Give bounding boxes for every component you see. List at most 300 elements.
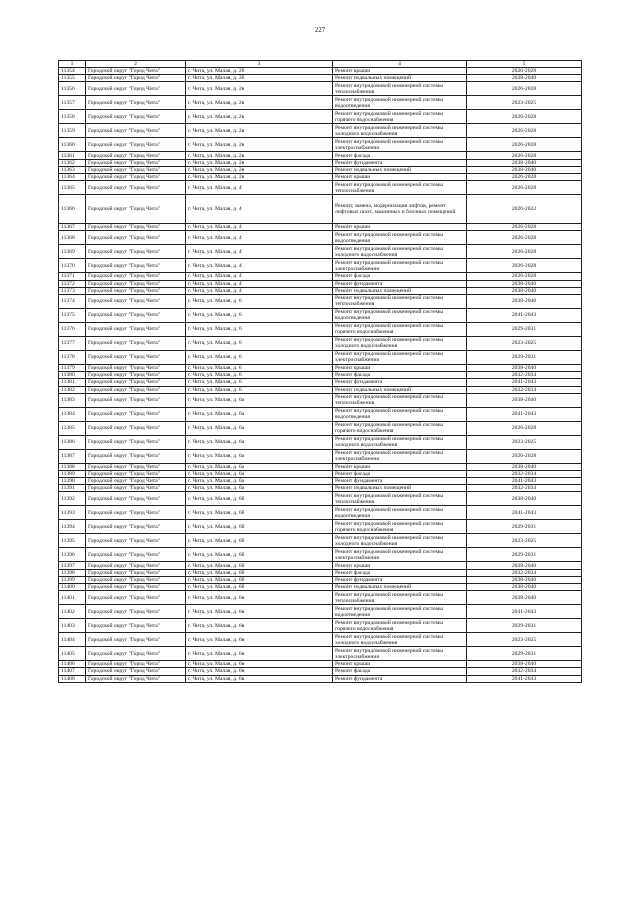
municipality-cell: Городской округ "Город Чита" [86,506,186,520]
row-number-cell: 11370 [59,259,86,273]
table-row [59,259,582,273]
municipality-cell: Городской округ "Город Чита" [86,224,186,231]
work-type-cell: Ремонт внутридомовой инженерной системы теплоснабжения [333,393,467,407]
row-number-cell: 11395 [59,534,86,548]
work-type-cell: Ремонт крыши [333,68,467,75]
row-number-cell: 11364 [59,174,86,181]
row-number-cell: 11362 [59,159,86,166]
table-row [59,534,582,548]
address-cell: г. Чита, ул. Малая, д. 6в [186,633,333,647]
row-number-cell: 11402 [59,605,86,619]
work-type-cell: Ремонт фундамента [333,675,467,682]
row-number-cell: 11398 [59,569,86,576]
row-number-cell: 11368 [59,231,86,245]
municipality-cell: Городской округ "Город Чита" [86,407,186,421]
address-cell: г. Чита, ул. Малая, д. 6б [186,534,333,548]
period-cell: 2038-2040 [467,591,582,605]
table-row [59,506,582,520]
work-type-cell: Ремонт подвальных помещений [333,287,467,294]
address-cell: г. Чита, ул. Малая, д. 6 [186,386,333,393]
municipality-cell: Городской округ "Город Чита" [86,548,186,562]
work-type-cell: Ремонт внутридомовой инженерной системы электроснабжения [333,350,467,364]
municipality-cell: Городской округ "Город Чита" [86,633,186,647]
address-cell: г. Чита, ул. Малая, д. 2в [186,166,333,173]
table-row [59,605,582,619]
row-number-cell: 11408 [59,675,86,682]
table-row [59,393,582,407]
work-type-cell: Ремонт крыши [333,463,467,470]
municipality-cell: Городской округ "Город Чита" [86,449,186,463]
table-row [59,195,582,224]
period-cell: 2038-2040 [467,576,582,583]
row-number-cell: 11393 [59,506,86,520]
row-number-cell: 11391 [59,485,86,492]
row-number-cell: 11383 [59,393,86,407]
municipality-cell: Городской округ "Город Чита" [86,569,186,576]
address-cell: г. Чита, ул. Малая, д. 6б [186,548,333,562]
municipality-cell: Городской округ "Город Чита" [86,322,186,336]
row-number-cell: 11405 [59,647,86,661]
work-type-cell: Ремонт фасада [333,273,467,280]
table-row [59,661,582,668]
work-type-cell: Ремонт крыши [333,364,467,371]
municipality-cell: Городской округ "Город Чита" [86,485,186,492]
work-type-cell: Ремонт фасада [333,470,467,477]
work-type-cell: Ремонт крыши [333,661,467,668]
row-number-cell: 11379 [59,364,86,371]
municipality-cell: Городской округ "Город Чита" [86,584,186,591]
municipality-cell: Городской округ "Город Чита" [86,470,186,477]
period-cell: 2038-2040 [467,166,582,173]
table-row [59,68,582,75]
table-row [59,350,582,364]
table-row [59,364,582,371]
row-number-cell: 11384 [59,407,86,421]
address-cell: г. Чита, ул. Малая, д. 4 [186,181,333,195]
table-row [59,449,582,463]
row-number-cell: 11367 [59,224,86,231]
work-type-cell: Ремонт подвальных помещений [333,386,467,393]
row-number-cell: 11371 [59,273,86,280]
work-type-cell: Ремонт крыши [333,224,467,231]
table-row [59,435,582,449]
work-type-cell: Ремонт подвальных помещений [333,75,467,82]
period-cell: 2026-2028 [467,124,582,138]
work-type-cell: Ремонт внутридомовой инженерной системы водоотведения [333,308,467,322]
municipality-cell: Городской округ "Город Чита" [86,181,186,195]
period-cell: 2026-2028 [467,231,582,245]
period-cell: 2041-2043 [467,605,582,619]
repair-schedule-table [58,60,582,683]
address-cell: г. Чита, ул. Малая, д. 6а [186,478,333,485]
municipality-cell: Городской округ "Город Чита" [86,379,186,386]
municipality-cell: Городской округ "Город Чита" [86,675,186,682]
table-row [59,181,582,195]
row-number-cell: 11400 [59,584,86,591]
work-type-cell: Ремонт внутридомовой инженерной системы холодного водоснабжения [333,124,467,138]
row-number-cell: 11359 [59,124,86,138]
header-row [59,61,582,68]
table-row [59,159,582,166]
table-row [59,138,582,152]
municipality-cell: Городской округ "Город Чита" [86,421,186,435]
row-number-cell: 11358 [59,110,86,124]
period-cell: 2026-2028 [467,245,582,259]
table-row [59,647,582,661]
address-cell: г. Чита, ул. Малая, д. 4 [186,195,333,224]
period-cell: 2032-2034 [467,372,582,379]
municipality-cell: Городской округ "Город Чита" [86,336,186,350]
municipality-cell: Городской округ "Город Чита" [86,591,186,605]
work-type-cell: Ремонт внутридомовой инженерной системы горячего водоснабжения [333,520,467,534]
address-cell: г. Чита, ул. Малая, д. 6б [186,562,333,569]
period-cell: 2026-2028 [467,138,582,152]
municipality-cell: Городской округ "Город Чита" [86,124,186,138]
period-cell: 2029-2031 [467,548,582,562]
period-cell: 2026-2028 [467,68,582,75]
municipality-cell: Городской округ "Город Чита" [86,372,186,379]
municipality-cell: Городской округ "Город Чита" [86,294,186,308]
address-cell: г. Чита, ул. Малая, д. 4 [186,273,333,280]
municipality-cell: Городской округ "Город Чита" [86,520,186,534]
row-number-cell: 11380 [59,372,86,379]
row-number-cell: 11397 [59,562,86,569]
period-cell: 2032-2034 [467,485,582,492]
address-cell: г. Чита, ул. Малая, д. 4 [186,224,333,231]
work-type-cell: Ремонт внутридомовой инженерной системы электроснабжения [333,259,467,273]
period-cell: 2026-2028 [467,421,582,435]
work-type-cell: Ремонт внутридомовой инженерной системы теплоснабжения [333,294,467,308]
row-number-cell: 11378 [59,350,86,364]
address-cell: г. Чита, ул. Малая, д. 6 [186,372,333,379]
municipality-cell: Городской округ "Город Чита" [86,308,186,322]
row-number-cell: 11363 [59,166,86,173]
address-cell: г. Чита, ул. Малая, д. 6в [186,591,333,605]
table-row [59,668,582,675]
row-number-cell: 11406 [59,661,86,668]
work-type-cell: Ремонт фундамента [333,379,467,386]
table-row [59,463,582,470]
address-cell: г. Чита, ул. Малая, д. 4 [186,287,333,294]
address-cell: г. Чита, ул. Малая, д. 6 [186,336,333,350]
address-cell: г. Чита, ул. Малая, д. 6а [186,421,333,435]
municipality-cell: Городской округ "Город Чита" [86,280,186,287]
work-type-cell: Ремонт фасада [333,569,467,576]
period-cell: 2029-2031 [467,647,582,661]
work-type-cell: Ремонт внутридомовой инженерной системы холодного водоснабжения [333,534,467,548]
address-cell: г. Чита, ул. Малая, д. 6а [186,470,333,477]
row-number-cell: 11369 [59,245,86,259]
address-cell: г. Чита, ул. Малая, д. 6 [186,322,333,336]
address-cell: г. Чита, ул. Малая, д. 6а [186,485,333,492]
work-type-cell: Ремонт крыши [333,174,467,181]
table-row [59,421,582,435]
work-type-cell: Ремонт внутридомовой инженерной системы электроснабжения [333,138,467,152]
period-cell: 2038-2040 [467,661,582,668]
row-number-cell: 11399 [59,576,86,583]
municipality-cell: Городской округ "Город Чита" [86,174,186,181]
column-header: 1 [59,61,86,68]
period-cell: 2023-2025 [467,336,582,350]
period-cell: 2041-2043 [467,675,582,682]
address-cell: г. Чита, ул. Малая, д. 6б [186,584,333,591]
row-number-cell: 11356 [59,82,86,96]
work-type-cell: Ремонт внутридомовой инженерной системы теплоснабжения [333,181,467,195]
address-cell: г. Чита, ул. Малая, д. 6 [186,379,333,386]
municipality-cell: Городской округ "Город Чита" [86,195,186,224]
period-cell: 2041-2043 [467,478,582,485]
row-number-cell: 11381 [59,379,86,386]
work-type-cell: Ремонт фундамента [333,478,467,485]
row-number-cell: 11389 [59,470,86,477]
table-row [59,231,582,245]
row-number-cell: 11404 [59,633,86,647]
address-cell: г. Чита, ул. Малая, д. 6в [186,605,333,619]
table-row [59,245,582,259]
municipality-cell: Городской округ "Город Чита" [86,82,186,96]
work-type-cell: Ремонт фундамента [333,576,467,583]
period-cell: 2038-2040 [467,159,582,166]
municipality-cell: Городской округ "Город Чита" [86,562,186,569]
work-type-cell: Ремонт внутридомовой инженерной системы электроснабжения [333,548,467,562]
address-cell: г. Чита, ул. Малая, д. 6 [186,308,333,322]
period-cell: 2038-2040 [467,393,582,407]
municipality-cell: Городской округ "Город Чита" [86,231,186,245]
work-type-cell: Ремонт фасада [333,152,467,159]
period-cell: 2041-2043 [467,506,582,520]
municipality-cell: Городской округ "Город Чита" [86,75,186,82]
address-cell: г. Чита, ул. Малая, д. 6 [186,364,333,371]
row-number-cell: 11365 [59,181,86,195]
address-cell: г. Чита, ул. Малая, д. 4 [186,231,333,245]
table-row [59,675,582,682]
address-cell: г. Чита, ул. Малая, д. 6 [186,294,333,308]
address-cell: г. Чита, ул. Малая, д. 2в [186,124,333,138]
period-cell: 2041-2043 [467,379,582,386]
period-cell: 2026-2028 [467,174,582,181]
work-type-cell: Ремонт внутридомовой инженерной системы холодного водоснабжения [333,435,467,449]
page-number: 227 [314,26,326,34]
period-cell: 2038-2040 [467,287,582,294]
row-number-cell: 11373 [59,287,86,294]
municipality-cell: Городской округ "Город Чита" [86,245,186,259]
address-cell: г. Чита, ул. Малая, д. 2в [186,138,333,152]
municipality-cell: Городской округ "Город Чита" [86,287,186,294]
period-cell: 2032-2034 [467,569,582,576]
address-cell: г. Чита, ул. Малая, д. 6в [186,668,333,675]
work-type-cell: Ремонт внутридомовой инженерной системы горячего водоснабжения [333,421,467,435]
table-row [59,492,582,506]
work-type-cell: Ремонт, замена, модернизация лифтов, ремонт лифтовых шахт, машинных и блочных помещений [333,195,467,224]
work-type-cell: Ремонт внутридомовой инженерной системы электроснабжения [333,449,467,463]
period-cell: 2038-2040 [467,294,582,308]
work-type-cell: Ремонт подвальных помещений [333,584,467,591]
row-number-cell: 11366 [59,195,86,224]
work-type-cell: Ремонт внутридомовой инженерной системы холодного водоснабжения [333,245,467,259]
row-number-cell: 11387 [59,449,86,463]
period-cell: 2038-2040 [467,463,582,470]
work-type-cell: Ремонт внутридомовой инженерной системы водоотведения [333,96,467,110]
period-cell: 2041-2043 [467,308,582,322]
table-row [59,152,582,159]
municipality-cell: Городской округ "Город Чита" [86,386,186,393]
address-cell: г. Чита, ул. Малая, д. 6в [186,619,333,633]
municipality-cell: Городской округ "Город Чита" [86,576,186,583]
address-cell: г. Чита, ул. Малая, д. 2в [186,96,333,110]
table-row [59,336,582,350]
work-type-cell: Ремонт внутридомовой инженерной системы холодного водоснабжения [333,633,467,647]
period-cell: 2023-2025 [467,534,582,548]
table-row [59,110,582,124]
municipality-cell: Городской округ "Город Чита" [86,463,186,470]
period-cell: 2029-2031 [467,520,582,534]
period-cell: 2023-2025 [467,435,582,449]
period-cell: 2038-2040 [467,280,582,287]
table-row [59,308,582,322]
table-row [59,322,582,336]
work-type-cell: Ремонт внутридомовой инженерной системы электроснабжения [333,647,467,661]
address-cell: г. Чита, ул. Малая, д. 6в [186,647,333,661]
address-cell: г. Чита, ул. Малая, д. 4 [186,259,333,273]
table-row [59,478,582,485]
row-number-cell: 11374 [59,294,86,308]
row-number-cell: 11355 [59,75,86,82]
row-number-cell: 11390 [59,478,86,485]
work-type-cell: Ремонт внутридомовой инженерной системы водоотведения [333,605,467,619]
work-type-cell: Ремонт фасада [333,372,467,379]
table-row [59,386,582,393]
address-cell: г. Чита, ул. Малая, д. 6 [186,350,333,364]
period-cell: 2020-2022 [467,195,582,224]
period-cell: 2029-2031 [467,619,582,633]
period-cell: 2029-2031 [467,322,582,336]
table-row [59,280,582,287]
period-cell: 2038-2040 [467,492,582,506]
work-type-cell: Ремонт крыши [333,562,467,569]
address-cell: г. Чита, ул. Малая, д. 2в [186,152,333,159]
address-cell: г. Чита, ул. Малая, д. 6б [186,492,333,506]
work-type-cell: Ремонт фундамента [333,159,467,166]
work-type-cell: Ремонт фасада [333,668,467,675]
municipality-cell: Городской округ "Город Чита" [86,166,186,173]
table-row [59,520,582,534]
municipality-cell: Городской округ "Город Чита" [86,435,186,449]
work-type-cell: Ремонт внутридомовой инженерной системы горячего водоснабжения [333,322,467,336]
municipality-cell: Городской округ "Город Чита" [86,364,186,371]
work-type-cell: Ремонт внутридомовой инженерной системы водоотведения [333,506,467,520]
period-cell: 2041-2043 [467,407,582,421]
table-row [59,379,582,386]
period-cell: 2038-2040 [467,584,582,591]
address-cell: г. Чита, ул. Малая, д. 6б [186,576,333,583]
address-cell: г. Чита, ул. Малая, д. 6а [186,393,333,407]
row-number-cell: 11396 [59,548,86,562]
row-number-cell: 11376 [59,322,86,336]
work-type-cell: Ремонт внутридомовой инженерной системы водоотведения [333,231,467,245]
municipality-cell: Городской округ "Город Чита" [86,259,186,273]
period-cell: 2026-2028 [467,449,582,463]
municipality-cell: Городской округ "Город Чита" [86,110,186,124]
row-number-cell: 11372 [59,280,86,287]
work-type-cell: Ремонт внутридомовой инженерной системы горячего водоснабжения [333,619,467,633]
municipality-cell: Городской округ "Город Чита" [86,68,186,75]
table-row [59,562,582,569]
row-number-cell: 11377 [59,336,86,350]
address-cell: г. Чита, ул. Малая, д. 2в [186,174,333,181]
table-row [59,96,582,110]
work-type-cell: Ремонт внутридомовой инженерной системы теплоснабжения [333,591,467,605]
column-header: 3 [186,61,333,68]
row-number-cell: 11375 [59,308,86,322]
work-type-cell: Ремонт внутридомовой инженерной системы горячего водоснабжения [333,110,467,124]
period-cell: 2038-2040 [467,364,582,371]
address-cell: г. Чита, ул. Малая, д. 6а [186,463,333,470]
municipality-cell: Городской округ "Город Чита" [86,661,186,668]
table-row [59,224,582,231]
municipality-cell: Городской округ "Город Чита" [86,619,186,633]
column-header: 2 [86,61,186,68]
work-type-cell: Ремонт фундамента [333,280,467,287]
work-type-cell: Ремонт внутридомовой инженерной системы теплоснабжения [333,82,467,96]
municipality-cell: Городской округ "Город Чита" [86,534,186,548]
table-row [59,576,582,583]
address-cell: г. Чита, ул. Малая, д. 4 [186,245,333,259]
column-header: 4 [333,61,467,68]
table-row [59,548,582,562]
period-cell: 2026-2028 [467,110,582,124]
period-cell: 2038-2040 [467,75,582,82]
work-type-cell: Ремонт внутридомовой инженерной системы водоотведения [333,407,467,421]
address-cell: г. Чита, ул. Малая, д. 2в [186,82,333,96]
row-number-cell: 11388 [59,463,86,470]
row-number-cell: 11382 [59,386,86,393]
period-cell: 2023-2025 [467,96,582,110]
address-cell: г. Чита, ул. Малая, д. 2б [186,75,333,82]
row-number-cell: 11361 [59,152,86,159]
table-row [59,407,582,421]
row-number-cell: 11386 [59,435,86,449]
period-cell: 2026-2028 [467,259,582,273]
municipality-cell: Городской округ "Город Чита" [86,152,186,159]
period-cell: 2026-2028 [467,152,582,159]
address-cell: г. Чита, ул. Малая, д. 6в [186,661,333,668]
municipality-cell: Городской округ "Город Чита" [86,492,186,506]
address-cell: г. Чита, ул. Малая, д. 6б [186,569,333,576]
municipality-cell: Городской округ "Город Чита" [86,350,186,364]
table-row [59,294,582,308]
row-number-cell: 11394 [59,520,86,534]
table-row [59,584,582,591]
work-type-cell: Ремонт подвальных помещений [333,166,467,173]
work-type-cell: Ремонт внутридомовой инженерной системы теплоснабжения [333,492,467,506]
table-row [59,470,582,477]
municipality-cell: Городской округ "Город Чита" [86,159,186,166]
municipality-cell: Городской округ "Город Чита" [86,393,186,407]
address-cell: г. Чита, ул. Малая, д. 6б [186,506,333,520]
period-cell: 2032-2034 [467,386,582,393]
address-cell: г. Чита, ул. Малая, д. 2в [186,110,333,124]
address-cell: г. Чита, ул. Малая, д. 6в [186,675,333,682]
row-number-cell: 11403 [59,619,86,633]
address-cell: г. Чита, ул. Малая, д. 6а [186,435,333,449]
row-number-cell: 11357 [59,96,86,110]
row-number-cell: 11360 [59,138,86,152]
municipality-cell: Городской округ "Город Чита" [86,647,186,661]
work-type-cell: Ремонт внутридомовой инженерной системы холодного водоснабжения [333,336,467,350]
address-cell: г. Чита, ул. Малая, д. 6а [186,449,333,463]
address-cell: г. Чита, ул. Малая, д. 6а [186,407,333,421]
table-row [59,372,582,379]
